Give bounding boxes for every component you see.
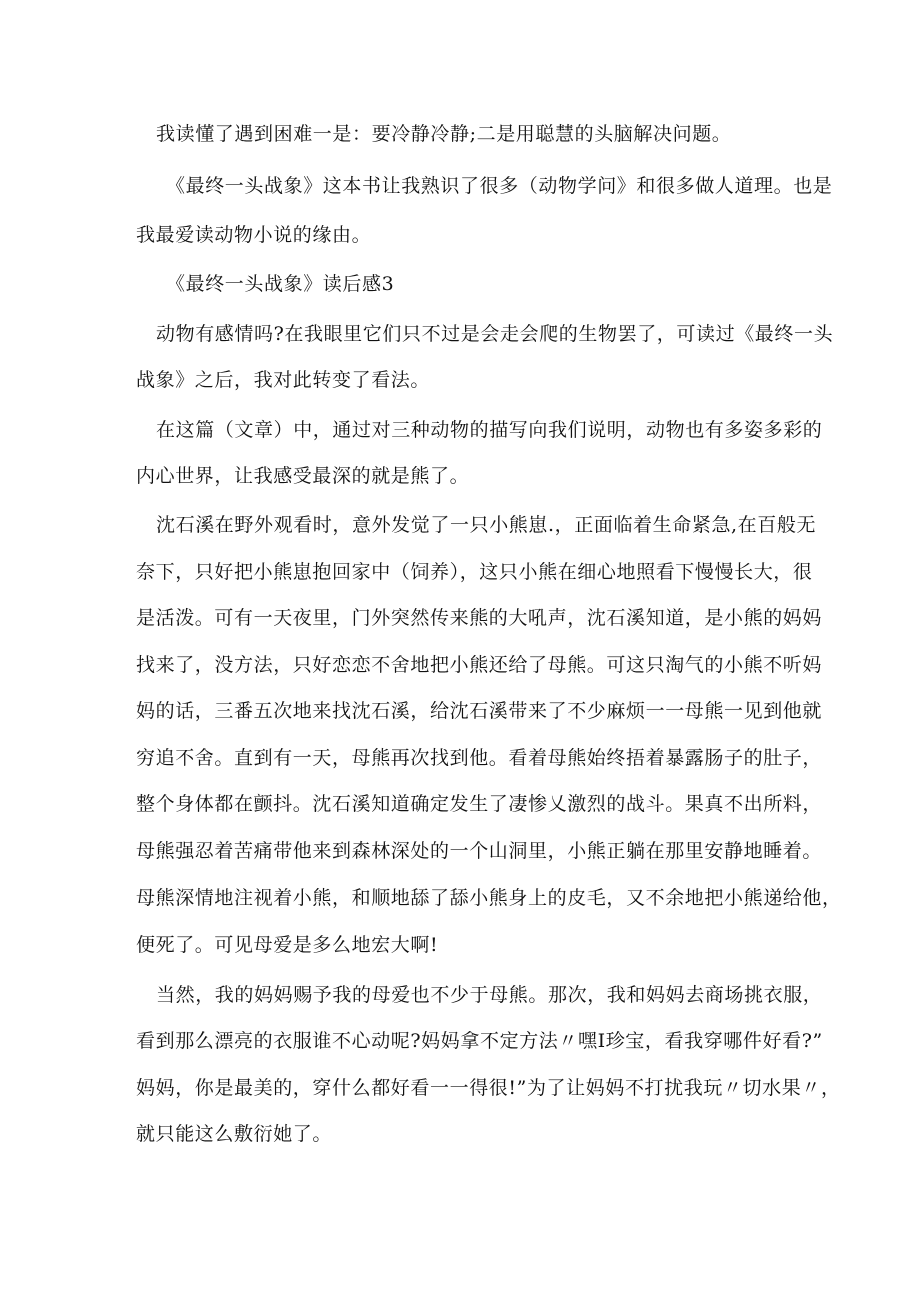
paragraph-line: 妈妈，你是最美的，穿什么都好看一一得很!”为了让妈妈不打扰我玩〃切水果〃， — [136, 1077, 841, 1099]
paragraph-line: 就只能这么敷衍她了。 — [136, 1123, 333, 1145]
paragraph-line: 我读懂了遇到困难一是：要冷静冷静;二是用聪慧的头脑解决问题。 — [156, 123, 732, 145]
paragraph-line: 母熊深情地注视着小熊，和顺地舔了舔小熊身上的皮毛，又不余地把小熊递给他， — [136, 887, 842, 909]
paragraph-line: 在这篇（文章）中，通过对三种动物的描写向我们说明，动物也有多姿多彩的 — [156, 419, 823, 441]
paragraph-line: 动物有感情吗?在我眼里它们只不过是会走会爬的生物罢了，可读过《最终一头 — [156, 323, 834, 345]
paragraph-line: 是活泼。可有一天夜里，门外突然传来熊的大吼声，沈石溪知道，是小熊的妈妈 — [136, 607, 823, 629]
paragraph-line: 战象》之后，我对此转变了看法。 — [136, 369, 431, 391]
paragraph-line: 母熊强忍着苦痛带他来到森林深处的一个山洞里，小熊正躺在那里安静地睡着。 — [136, 840, 823, 862]
paragraph-line: 当然，我的妈妈赐予我的母爱也不少于母熊。那次，我和妈妈去商场挑衣服， — [156, 984, 823, 1006]
paragraph-line: 《最终一头战象》这本书让我熟识了很多（动物学问》和很多做人道理。也是 — [166, 175, 833, 197]
paragraph-line: 内心世界，让我感受最深的就是熊了。 — [136, 465, 470, 487]
paragraph-line: 奈下，只好把小熊崽抱回家中（饲养），这只小熊在细心地照看下慢慢长大，很 — [136, 561, 813, 583]
paragraph-line: 整个身体都在颤抖。沈石溪知道确定发生了凄惨乂激烈的战斗。果真不出所料， — [136, 793, 823, 815]
paragraph-line: 便死了。可见母爱是多么地宏大啊! — [136, 934, 439, 956]
paragraph-line: 穷追不舍。直到有一天，母熊再次找到他。看着母熊始终捂着暴露肠子的肚子， — [136, 747, 823, 769]
paragraph-line: 找来了，没方法，只好恋恋不舍地把小熊还给了母熊。可这只淘气的小熊不听妈 — [136, 654, 823, 676]
paragraph-line: 看到那么漂亮的衣服谁不心动呢?妈妈拿不定方法〃嘿I珍宝，看我穿哪件好看?” — [136, 1030, 823, 1052]
section-heading: 《最终一头战象》读后感3 — [166, 273, 395, 295]
paragraph-line: 妈的话，三番五次地来找沈石溪，给沈石溪带来了不少麻烦一一母熊一见到他就 — [136, 700, 823, 722]
paragraph-line: 沈石溪在野外观看时，意外发觉了一只小熊崽.，正面临着生命紧急,在百般无 — [156, 514, 817, 536]
paragraph-line: 我最爱读动物小说的缘由。 — [136, 224, 372, 246]
